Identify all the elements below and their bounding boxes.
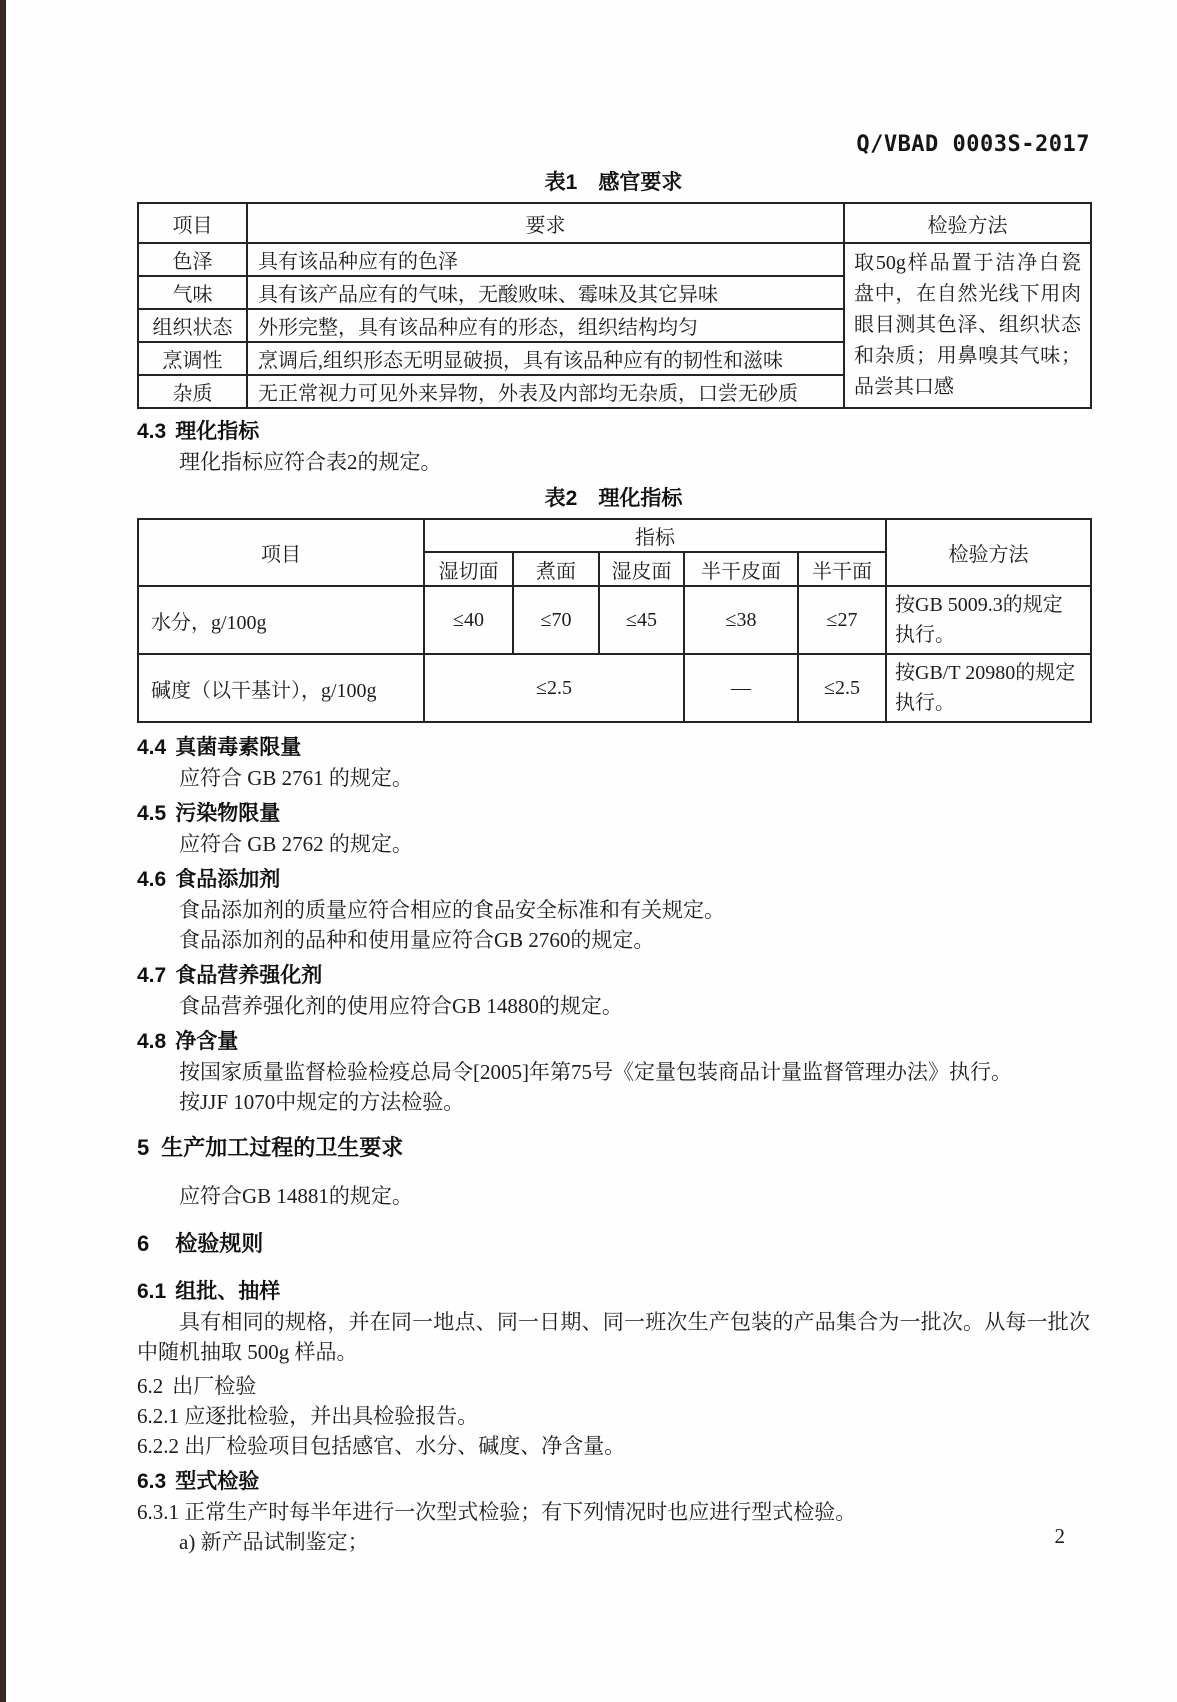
t2-value: ≤40 [424,586,513,654]
t2-subheader: 半干面 [798,552,886,586]
table-row-moisture [138,586,1091,654]
paragraph-5: 应符合GB 14881的规定。 [179,1184,413,1208]
paragraph-6-3-1: 6.3.1 正常生产时每半年进行一次型式检验；有下列情况时也应进行型式检验。 [137,1500,857,1524]
page-number: 2 [1054,1524,1065,1548]
section-title: 出厂检验 [172,1374,257,1398]
t2-subheader: 半干皮面 [684,552,798,586]
paragraph-6-2-1: 6.2.1 应逐批检验，并出具检验报告。 [137,1404,479,1428]
t1-requirement: 具有该产品应有的气味，无酸败味、霉味及其它异味 [247,276,844,309]
section-number: 6.3 [137,1470,167,1493]
t2-subheader: 煮面 [513,552,599,586]
paragraph-4-8-1: 按国家质量监督检验检疫总局令[2005]年第75号《定量包装商品计量监督管理办法》执行。 [179,1060,1012,1084]
t2-item: 碱度（以干基计），g/100g [138,654,424,722]
t1-requirement: 外形完整，具有该品种应有的形态，组织结构均匀 [247,309,844,342]
physicochemical-table [137,518,1092,723]
t2-method: 按GB 5009.3的规定执行。 [886,586,1091,654]
table-header-row [138,203,1091,243]
section-heading-4-3 [137,417,1090,447]
table1-caption: 表1 感官要求 [544,171,683,194]
t2-subheader: 湿皮面 [599,552,684,586]
t2-value: ≤45 [599,586,684,654]
t1-item: 烹调性 [138,342,247,375]
paragraph-4-4: 应符合 GB 2761 的规定。 [179,766,413,790]
t1-method: 取50g样品置于洁净白瓷盘中，在自然光线下用肉眼目测其色泽、组织状态和杂质；用鼻嗅其气味；品尝其口感 [844,243,1091,408]
t1-item: 组织状态 [138,309,247,342]
t2-subheader: 湿切面 [424,552,513,586]
paragraph-4-8-2: 按JJF 1070中规定的方法检验。 [179,1090,465,1114]
paragraph-4-5: 应符合 GB 2762 的规定。 [179,832,413,856]
sensory-requirements-table [137,202,1092,409]
paragraph-4-6-2: 食品添加剂的品种和使用量应符合GB 2760的规定。 [179,928,655,952]
t2-value: — [684,654,798,722]
t1-header-requirement: 要求 [247,203,844,243]
section-heading-5 [137,1133,1090,1163]
section-number: 6.2 [137,1374,164,1398]
page-content [137,133,1090,1557]
section-title: 理化指标 [175,420,260,443]
table2-caption: 表2 理化指标 [544,487,683,510]
section-number: 4.6 [137,868,167,891]
section-title: 型式检验 [175,1470,260,1493]
t1-requirement: 无正常视力可见外来异物，外表及内部均无杂质，口尝无砂质 [247,375,844,408]
paragraph-6-2-2: 6.2.2 出厂检验项目包括感官、水分、碱度、净含量。 [137,1434,626,1458]
table-header-row [138,519,1091,552]
paragraph-4-6-1: 食品添加剂的质量应符合相应的食品安全标准和有关规定。 [179,898,725,922]
section-title: 组批、抽样 [175,1280,281,1303]
section-heading-4-5 [137,799,1090,829]
section-number: 4.8 [137,1030,167,1053]
section-heading-6-2 [137,1371,1090,1401]
paragraph-6-1: 具有相同的规格，并在同一地点、同一日期、同一班次生产包装的产品集合为一批次。从每一批次中随机抽取 500g 样品。 [137,1310,1090,1364]
section-number: 6.1 [137,1280,167,1303]
t1-header-method: 检验方法 [844,203,1091,243]
paragraph-6-3-1-a: a) 新产品试制鉴定； [179,1530,369,1554]
t2-value: ≤2.5 [424,654,684,722]
t1-requirement: 烹调后,组织形态无明显破损，具有该品种应有的韧性和滋味 [247,342,844,375]
section-heading-4-8 [137,1027,1090,1057]
section-title: 污染物限量 [175,802,281,825]
t2-value: ≤27 [798,586,886,654]
section-number: 6 [137,1231,150,1256]
table-row [138,243,1091,276]
section-number: 4.7 [137,964,167,987]
paragraph-4-3: 理化指标应符合表2的规定。 [179,450,442,474]
section-title: 食品添加剂 [175,868,281,891]
t1-item: 杂质 [138,375,247,408]
t2-header-item: 项目 [138,519,424,586]
t2-value: ≤70 [513,586,599,654]
section-heading-6 [137,1229,1090,1259]
section-heading-6-1 [137,1277,1090,1307]
section-number: 4.5 [137,802,167,825]
section-number: 5 [137,1135,150,1160]
t1-header-item: 项目 [138,203,247,243]
section-heading-4-4 [137,733,1090,763]
standard-code: Q/VBAD 0003S-2017 [856,132,1090,157]
paragraph-4-7: 食品营养强化剂的使用应符合GB 14880的规定。 [179,994,623,1018]
section-heading-6-3 [137,1467,1090,1497]
t2-item: 水分，g/100g [138,586,424,654]
t1-item: 气味 [138,276,247,309]
section-heading-4-6 [137,865,1090,895]
t1-item: 色泽 [138,243,247,276]
section-heading-4-7 [137,961,1090,991]
t2-value: ≤38 [684,586,798,654]
section-title: 食品营养强化剂 [175,964,323,987]
t1-requirement: 具有该品种应有的色泽 [247,243,844,276]
section-title: 生产加工过程的卫生要求 [161,1135,404,1160]
section-title: 检验规则 [175,1231,264,1256]
t2-header-index: 指标 [424,519,886,552]
scan-edge-artifact [0,0,6,1702]
section-title: 净含量 [175,1030,239,1053]
section-number: 4.4 [137,736,167,759]
t2-value: ≤2.5 [798,654,886,722]
t2-header-method: 检验方法 [886,519,1091,586]
t2-method: 按GB/T 20980的规定执行。 [886,654,1091,722]
section-title: 真菌毒素限量 [175,736,302,759]
section-number: 4.3 [137,420,167,443]
table-row-alkalinity [138,654,1091,722]
